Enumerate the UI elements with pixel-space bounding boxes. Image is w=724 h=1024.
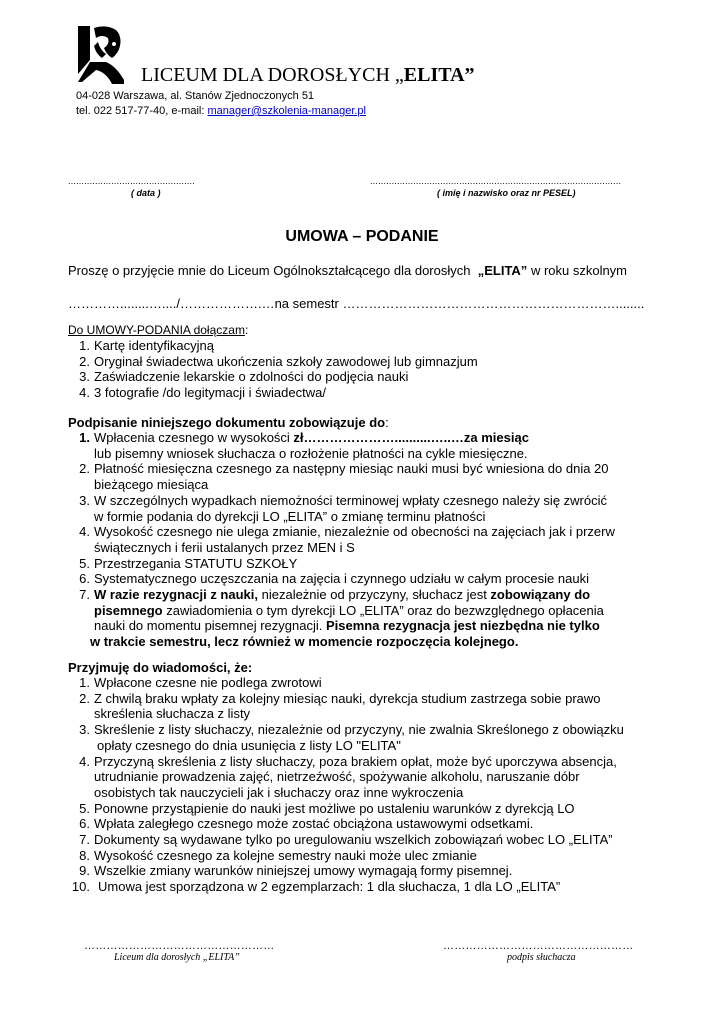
obligations-list bbox=[50, 430, 710, 650]
attachments-list bbox=[50, 338, 710, 401]
list-item: 2. Z chwilą braku wpłaty za kolejny miesiąc nauki, dyrekcja studium zastrzega sobie prawo skreślenia słuchacza z listy bbox=[79, 690, 601, 722]
name-caption: ( imię i nazwisko oraz nr PESEL) bbox=[437, 188, 576, 198]
list-item: 2. Płatność miesięczna czesnego za następny miesiąc nauki musi być wniesiona do dnia 20 bieżącego miesiąca bbox=[79, 461, 609, 493]
list-item: 4. 3 fotografie /do legitymacji i świadectwa/ bbox=[79, 385, 326, 401]
list-item: 9. Wszelkie zmiany warunków niniejszej umowy wymagają formy pisemnej. bbox=[79, 863, 513, 879]
list-item: 1. Wpłacone czesne nie podlega zwrotowi bbox=[79, 675, 322, 690]
list-item: 2. Oryginał świadectwa ukończenia szkoły zawodowej lub gimnazjum bbox=[79, 353, 478, 369]
student-signature-line: …………………………………………… bbox=[443, 940, 634, 952]
acknowledgements-list bbox=[50, 675, 710, 895]
email-link[interactable]: manager@szkolenia-manager.pl bbox=[207, 105, 366, 117]
school-signature-line: …………………………………………… bbox=[84, 940, 275, 952]
acknowledgements-heading: Przyjmuję do wiadomości, że: bbox=[68, 660, 253, 675]
list-item: 3. W szczególnych wypadkach niemożności terminowej wpłaty czesnego należy się zwrócić w formie podania do dyrekcji LO „ELITA” o zmianę terminu płatności bbox=[79, 492, 607, 524]
list-item: 7. W razie rezygnacji z nauki, niezależnie od przyczyny, słuchacz jest zobowiązany do pisemnego zawiadomienia o tym dyrekcji LO „ELITA” oraz do bezwzględnego opłacenia nauki do momentu pisemnej rezygnacji. Pisemna rezygnacja jest niezbędna nie tylko w trakcie semestru, lecz również w momencie rozpoczęcia kolejnego. bbox=[79, 587, 604, 650]
list-item: 4. Przyczyną skreślenia z listy słuchaczy, poza brakiem opłat, może być uporczywa absencja, utrudnianie prowadzenia zajęć, nietrzeźwość, spożywanie alkoholu, naruszanie dóbr osobistych tak nauczycieli jak i słuchaczy oraz inne wykroczenia bbox=[79, 753, 617, 800]
name-field-line: ............................................................................................. bbox=[370, 176, 622, 186]
list-item: 8. Wysokość czesnego za kolejne semestry nauki może ulec zmianie bbox=[79, 847, 477, 863]
list-item: 1. Wpłacenia czesnego w wysokości zł…………………..........…..…za miesiąc lub pisemny wniosek słuchacza o rozłożenie płatności na cykle miesięczne. bbox=[79, 430, 529, 461]
intro-line: Proszę o przyjęcie mnie do Liceum Ogólnokształcącego dla dorosłych „ELITA” w roku szkolnym bbox=[68, 263, 628, 278]
school-name: LICEUM DLA DOROSŁYCH „ELITA” bbox=[141, 64, 475, 86]
school-address: 04-028 Warszawa, al. Stanów Zjednoczonych 51 bbox=[76, 90, 315, 102]
list-item: 3. Zaświadczenie lekarskie o zdolności do podjęcia nauki bbox=[79, 369, 409, 385]
list-item: 5. Przestrzegania STATUTU SZKOŁY bbox=[79, 555, 298, 571]
school-year-semester-line: …………........…..../……………….…na semestr ………………………………………………………........ bbox=[68, 296, 645, 311]
list-item: 6. Systematycznego uczęszczania na zajęcia i czynnego udziału w całym procesie nauki bbox=[79, 571, 589, 587]
list-item: 10. Umowa jest sporządzona w 2 egzemplarzach: 1 dla słuchacza, 1 dla LO „ELITA” bbox=[71, 879, 561, 895]
school-signature-caption: Liceum dla dorosłych „ELITA” bbox=[114, 952, 240, 963]
list-item: 5. Ponowne przystąpienie do nauki jest możliwe po ustaleniu warunków z dyrekcją LO bbox=[79, 800, 575, 816]
attachments-heading: Do UMOWY-PODANIA dołączam: bbox=[68, 323, 249, 337]
school-contact: tel. 022 517-77-40, e-mail: manager@szkolenia-manager.pl bbox=[76, 105, 366, 117]
list-item: 3. Skreślenie z listy słuchaczy, niezależnie od przyczyny, nie zwalnia Skreślonego z obowiązku opłaty czesnego do dnia usunięcia z listy LO "ELITA" bbox=[79, 722, 624, 753]
list-item: 1. Kartę identyfikacyjną bbox=[79, 338, 214, 353]
date-caption: ( data ) bbox=[131, 188, 161, 198]
date-field-line: ............................................... bbox=[68, 176, 195, 186]
school-logo bbox=[76, 24, 126, 86]
student-signature-caption: podpis słuchacza bbox=[507, 952, 576, 963]
obligations-heading: Podpisanie niniejszego dokumentu zobowiązuje do: bbox=[68, 415, 389, 430]
document-title: UMOWA – PODANIE bbox=[285, 228, 439, 245]
list-item: 4. Wysokość czesnego nie ulega zmianie, niezależnie od obecności na zajęciach jak i przerw świątecznych i ferii ustalanych przez MEN i S bbox=[79, 524, 615, 555]
list-item: 7. Dokumenty są wydawane tylko po uregulowaniu wszelkich zobowiązań wobec LO „ELITA” bbox=[79, 832, 613, 848]
list-item: 6. Wpłata zaległego czesnego może zostać obciążona ustawowymi odsetkami. bbox=[79, 816, 534, 832]
